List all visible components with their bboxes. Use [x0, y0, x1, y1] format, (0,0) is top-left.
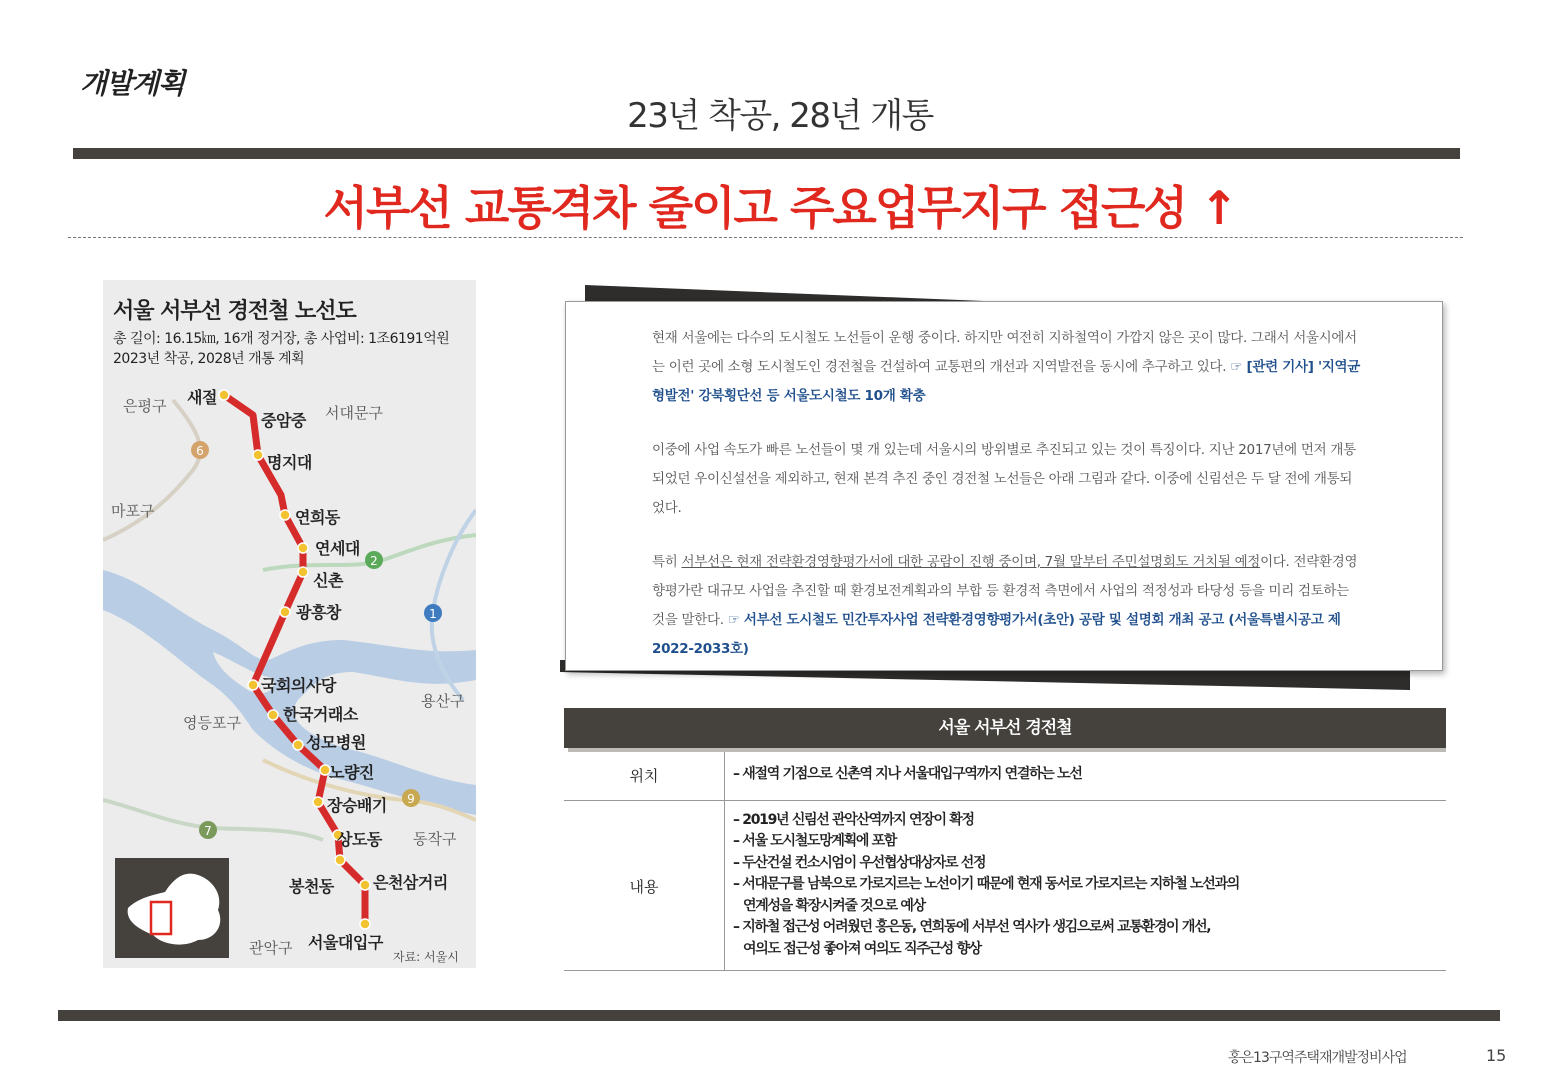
station-label: 성모병원: [306, 733, 366, 752]
page-title: 23년 착공, 28년 개통: [627, 96, 933, 136]
line-9-badge-label: 9: [407, 792, 415, 806]
station-label: 상도동: [337, 830, 382, 849]
station-label: 노량진: [329, 763, 374, 782]
station-label: 연희동: [295, 508, 340, 527]
district-label: 은평구: [123, 397, 167, 415]
station-dot: [293, 740, 303, 750]
station-dot: [360, 880, 370, 890]
station-dot: [313, 797, 323, 807]
station-dot: [280, 607, 290, 617]
station-label: 새절: [187, 388, 217, 407]
line-7-badge-label: 7: [204, 824, 212, 838]
dashed-divider: [68, 237, 1463, 238]
table-column-divider: [724, 752, 725, 970]
route-map: [103, 280, 476, 968]
table-row-text: – 새절역 기점으로 신촌역 지나 서울대입구역까지 연결하는 노선: [733, 766, 1082, 782]
district-label: 동작구: [413, 830, 457, 848]
district-label: 영등포구: [183, 714, 241, 732]
station-dot: [298, 543, 308, 553]
station-label: 장승배기: [327, 796, 387, 815]
district-label: 용산구: [421, 692, 465, 710]
station-label: 광흥창: [296, 603, 341, 622]
article-text: 특히: [652, 554, 682, 570]
article-paragraph-3: [652, 548, 1364, 664]
station-label: 한국거래소: [283, 705, 358, 724]
station-label: 은천삼거리: [373, 873, 448, 892]
district-label: 서대문구: [325, 404, 383, 422]
table-row-text: 연계성을 확장시켜줄 것으로 예상: [743, 898, 925, 914]
map-subtitle-line2: 2023년 착공, 2028년 개통 계획: [113, 351, 305, 367]
station-dot: [248, 680, 258, 690]
article-paragraph-2: 이중에 사업 속도가 빠른 노선들이 몇 개 있는데 서울시의 방위별로 추진되고 있는 것이 특징이다. 지난 2017년에 먼저 개통되었던 우이신설선을 제외하고, 현재 본격 추진 중인 경전철 노선들은 아래 그림과 같다. 이중에 신림선은 두 달 전에 개통되었다.: [652, 442, 1356, 516]
line-2-badge-label: 2: [370, 554, 378, 568]
district-label: 마포구: [111, 502, 155, 520]
underlined-text: 서부선은 현재 전략환경영향평가서에 대한 공람이 진행 중이며, 7월 말부터 주민설명회도 거치될 예정: [681, 554, 1261, 570]
table-row-text: – 두산건설 컨소시엄이 우선협상대상자로 선정: [733, 855, 986, 871]
page-number: 15: [1486, 1046, 1507, 1065]
article-text: 이다. 전략환경영향평가란 대규모 사업을 추진할 때 환경보전계획과의 부합 등 환경적 측면에서 사업의 적정성과 타당성 등을 미리 검토하는 것을 말한다.: [652, 554, 1358, 628]
table-row-divider: [564, 970, 1446, 971]
related-article-link[interactable]: ☞ [관련 기사] '지역균형발전' 강북횡단선 등 서울도시철도 10개 확충: [652, 359, 1361, 404]
table-row-label: 내용: [629, 878, 659, 896]
footer-project-name: 홍은13구역주택재개발정비사업: [1228, 1050, 1407, 1066]
table-header: 서울 서부선 경전철: [564, 708, 1446, 748]
station-label: 봉천동: [289, 877, 334, 896]
article-box: [565, 301, 1443, 671]
notice-link[interactable]: ☞ 서부선 도시철도 민간투자사업 전략환경영향평가서(초안) 공람 및 설명회 개최 공고 (서울특별시공고 제2022-2033호): [652, 612, 1341, 657]
article-text: 현재 서울에는 다수의 도시철도 노선들이 운행 중이다. 하지만 여전히 지하철역이 가깝지 않은 곳이 많다. 그래서 서울시에서는 이런 곳에 소형 도시철도인 경전철을 건설하여 교통편의 개선과 지역발전을 동시에 추구하고 있다.: [652, 330, 1357, 375]
station-dot: [280, 510, 290, 520]
map-subtitle-line1: 총 길이: 16.15㎞, 16개 정거장, 총 사업비: 1조6191억원: [113, 331, 450, 347]
map-source: 자료: 서울시: [393, 950, 459, 964]
station-dot: [335, 855, 345, 865]
station-dot: [219, 390, 229, 400]
headline: 서부선 교통격차 줄이고 주요업무지구 접근성 ↑: [323, 181, 1237, 235]
table-row-divider: [564, 800, 1446, 801]
station-label: 명지대: [267, 453, 312, 472]
station-dot: [268, 710, 278, 720]
table-row-text: – 서울 도시철도망계획에 포함: [733, 833, 897, 849]
station-label: 신촌: [313, 571, 343, 590]
station-dot: [253, 450, 263, 460]
table-row-text: – 2019년 신림선 관악산역까지 연장이 확정: [733, 812, 974, 828]
station-label: 중암중: [261, 411, 306, 430]
station-label: 연세대: [315, 539, 360, 558]
district-label: 관악구: [249, 939, 293, 957]
table-row-text: – 지하철 접근성 어려웠던 홍은동, 연희동에 서부선 역사가 생김으로써 교통환경이 개선,: [733, 919, 1211, 935]
table-header-shadow: [568, 748, 1446, 752]
section-label: 개발계획: [80, 67, 185, 100]
map-graphic: [103, 280, 476, 968]
table-row-label: 위치: [629, 767, 659, 785]
station-dot: [298, 567, 308, 577]
article-paragraph-1: [652, 324, 1364, 411]
station-label: 서울대입구: [308, 933, 383, 952]
station-label: 국회의사당: [261, 676, 336, 695]
map-title: 서울 서부선 경전철 노선도: [113, 299, 356, 324]
line-6-badge-label: 6: [196, 444, 204, 458]
table-row-text: 여의도 접근성 좋아져 여의도 직주근성 향상: [743, 941, 981, 957]
top-divider: [73, 148, 1460, 159]
station-dot: [360, 919, 370, 929]
bottom-divider: [58, 1010, 1500, 1021]
table-row-text: – 서대문구를 남북으로 가로지르는 노선이기 때문에 현재 동서로 가로지르는 지하철 노선과의: [733, 876, 1239, 892]
line-1-badge-label: 1: [429, 607, 437, 621]
